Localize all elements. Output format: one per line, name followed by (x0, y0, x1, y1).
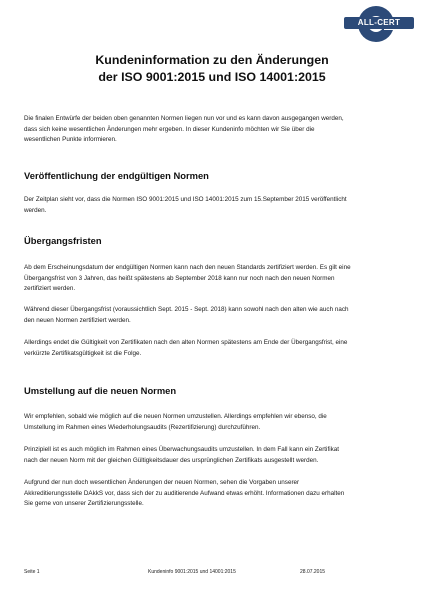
paragraph-line: den neuen Normen zertifiziert werden. (24, 316, 131, 324)
section-heading-publication: Veröffentlichung der endgültigen Normen (24, 170, 209, 181)
paragraph-line: Wir empfehlen, sobald wie möglich auf die neuen Normen umzustellen. Allerdings empfehlen wir ebenso, die (24, 413, 327, 420)
paragraph-line: nach der neuen Norm mit der gleichen Gültigkeitsdauer des ursprünglichen Zertifikats ausgestellt werden. (24, 456, 319, 464)
intro-line: Die finalen Entwürfe der beiden oben genannten Normen liegen nun vor und es kann davon ausgegangen werden, (24, 115, 344, 122)
paragraph-line: Während dieser Übergangsfrist (voraussichtlich Sept. 2015 - Sept. 2018) kann sowohl nach den alten wie auch nach (24, 306, 349, 313)
company-logo (344, 6, 414, 42)
paragraph-line: werden. (24, 206, 47, 214)
paragraph-line: Prinzipiell ist es auch möglich im Rahmen eines Überwachungsaudits umzustellen. In dem Fall kann ein Zertifikat (24, 446, 339, 453)
paragraph-line: Der Zeitplan sieht vor, dass die Normen ISO 9001:2015 und ISO 14001:2015 zum 15.September 2015 veröffentlicht (24, 196, 347, 203)
section-heading-changeover: Umstellung auf die neuen Normen (24, 385, 177, 396)
footer-date: 28.07.2015 (300, 569, 326, 575)
paragraph-line: Ab dem Erscheinungsdatum der endgültigen Normen kann nach den neuen Standards zertifiziert werden. Es gilt eine (24, 264, 351, 271)
intro-line: dass sich keine wesentlichen Änderungen mehr ergeben. In dieser Kundeninfo möchten wir Sie über die (24, 125, 315, 133)
paragraph-line: Sie gerne von unserer Zertifizierungsstelle. (24, 500, 144, 507)
paragraph-line: verkürzte Zertifikatsgültigkeit ist die Folge. (24, 349, 142, 357)
paragraph-line: Umstellung im Rahmen eines Wiederholungsaudits (Rezertifizierung) durchzuführen. (24, 423, 261, 431)
footer-document-name: Kundeninfo 9001:2015 und 14001:2015 (148, 569, 236, 575)
paragraph-line: Akkreditierungsstelle DAkkS vor, dass sich der zu auditierende Aufwand etwas erhöht. Informationen dazu erhalten (24, 489, 345, 497)
intro-line: wesentlichen Punkte informieren. (24, 136, 117, 143)
section-heading-transition: Übergangsfristen (24, 235, 102, 246)
paragraph-line: Übergangsfrist von 3 Jahren, das heißt spätestens ab September 2018 kann nur noch nach den neuen Normen (24, 274, 335, 282)
logo-text: ALL-CERT (344, 17, 414, 29)
paragraph-line: Aufgrund der nun doch wesentlichen Änderungen der neuen Normen, sehen die Vorgaben unserer (24, 479, 300, 486)
paragraph-line: zertifiziert werden. (24, 285, 76, 292)
page-title-line-1: Kundeninformation zu den Änderungen (95, 53, 329, 67)
page-title-line-2: der ISO 9001:2015 und ISO 14001:2015 (98, 70, 326, 84)
footer-page-number: Seite 1 (24, 569, 40, 575)
paragraph-line: Allerdings endet die Gültigkeit von Zertifikaten nach den alten Normen spätestens am Ende der Übergangsfrist, eine (24, 339, 348, 346)
